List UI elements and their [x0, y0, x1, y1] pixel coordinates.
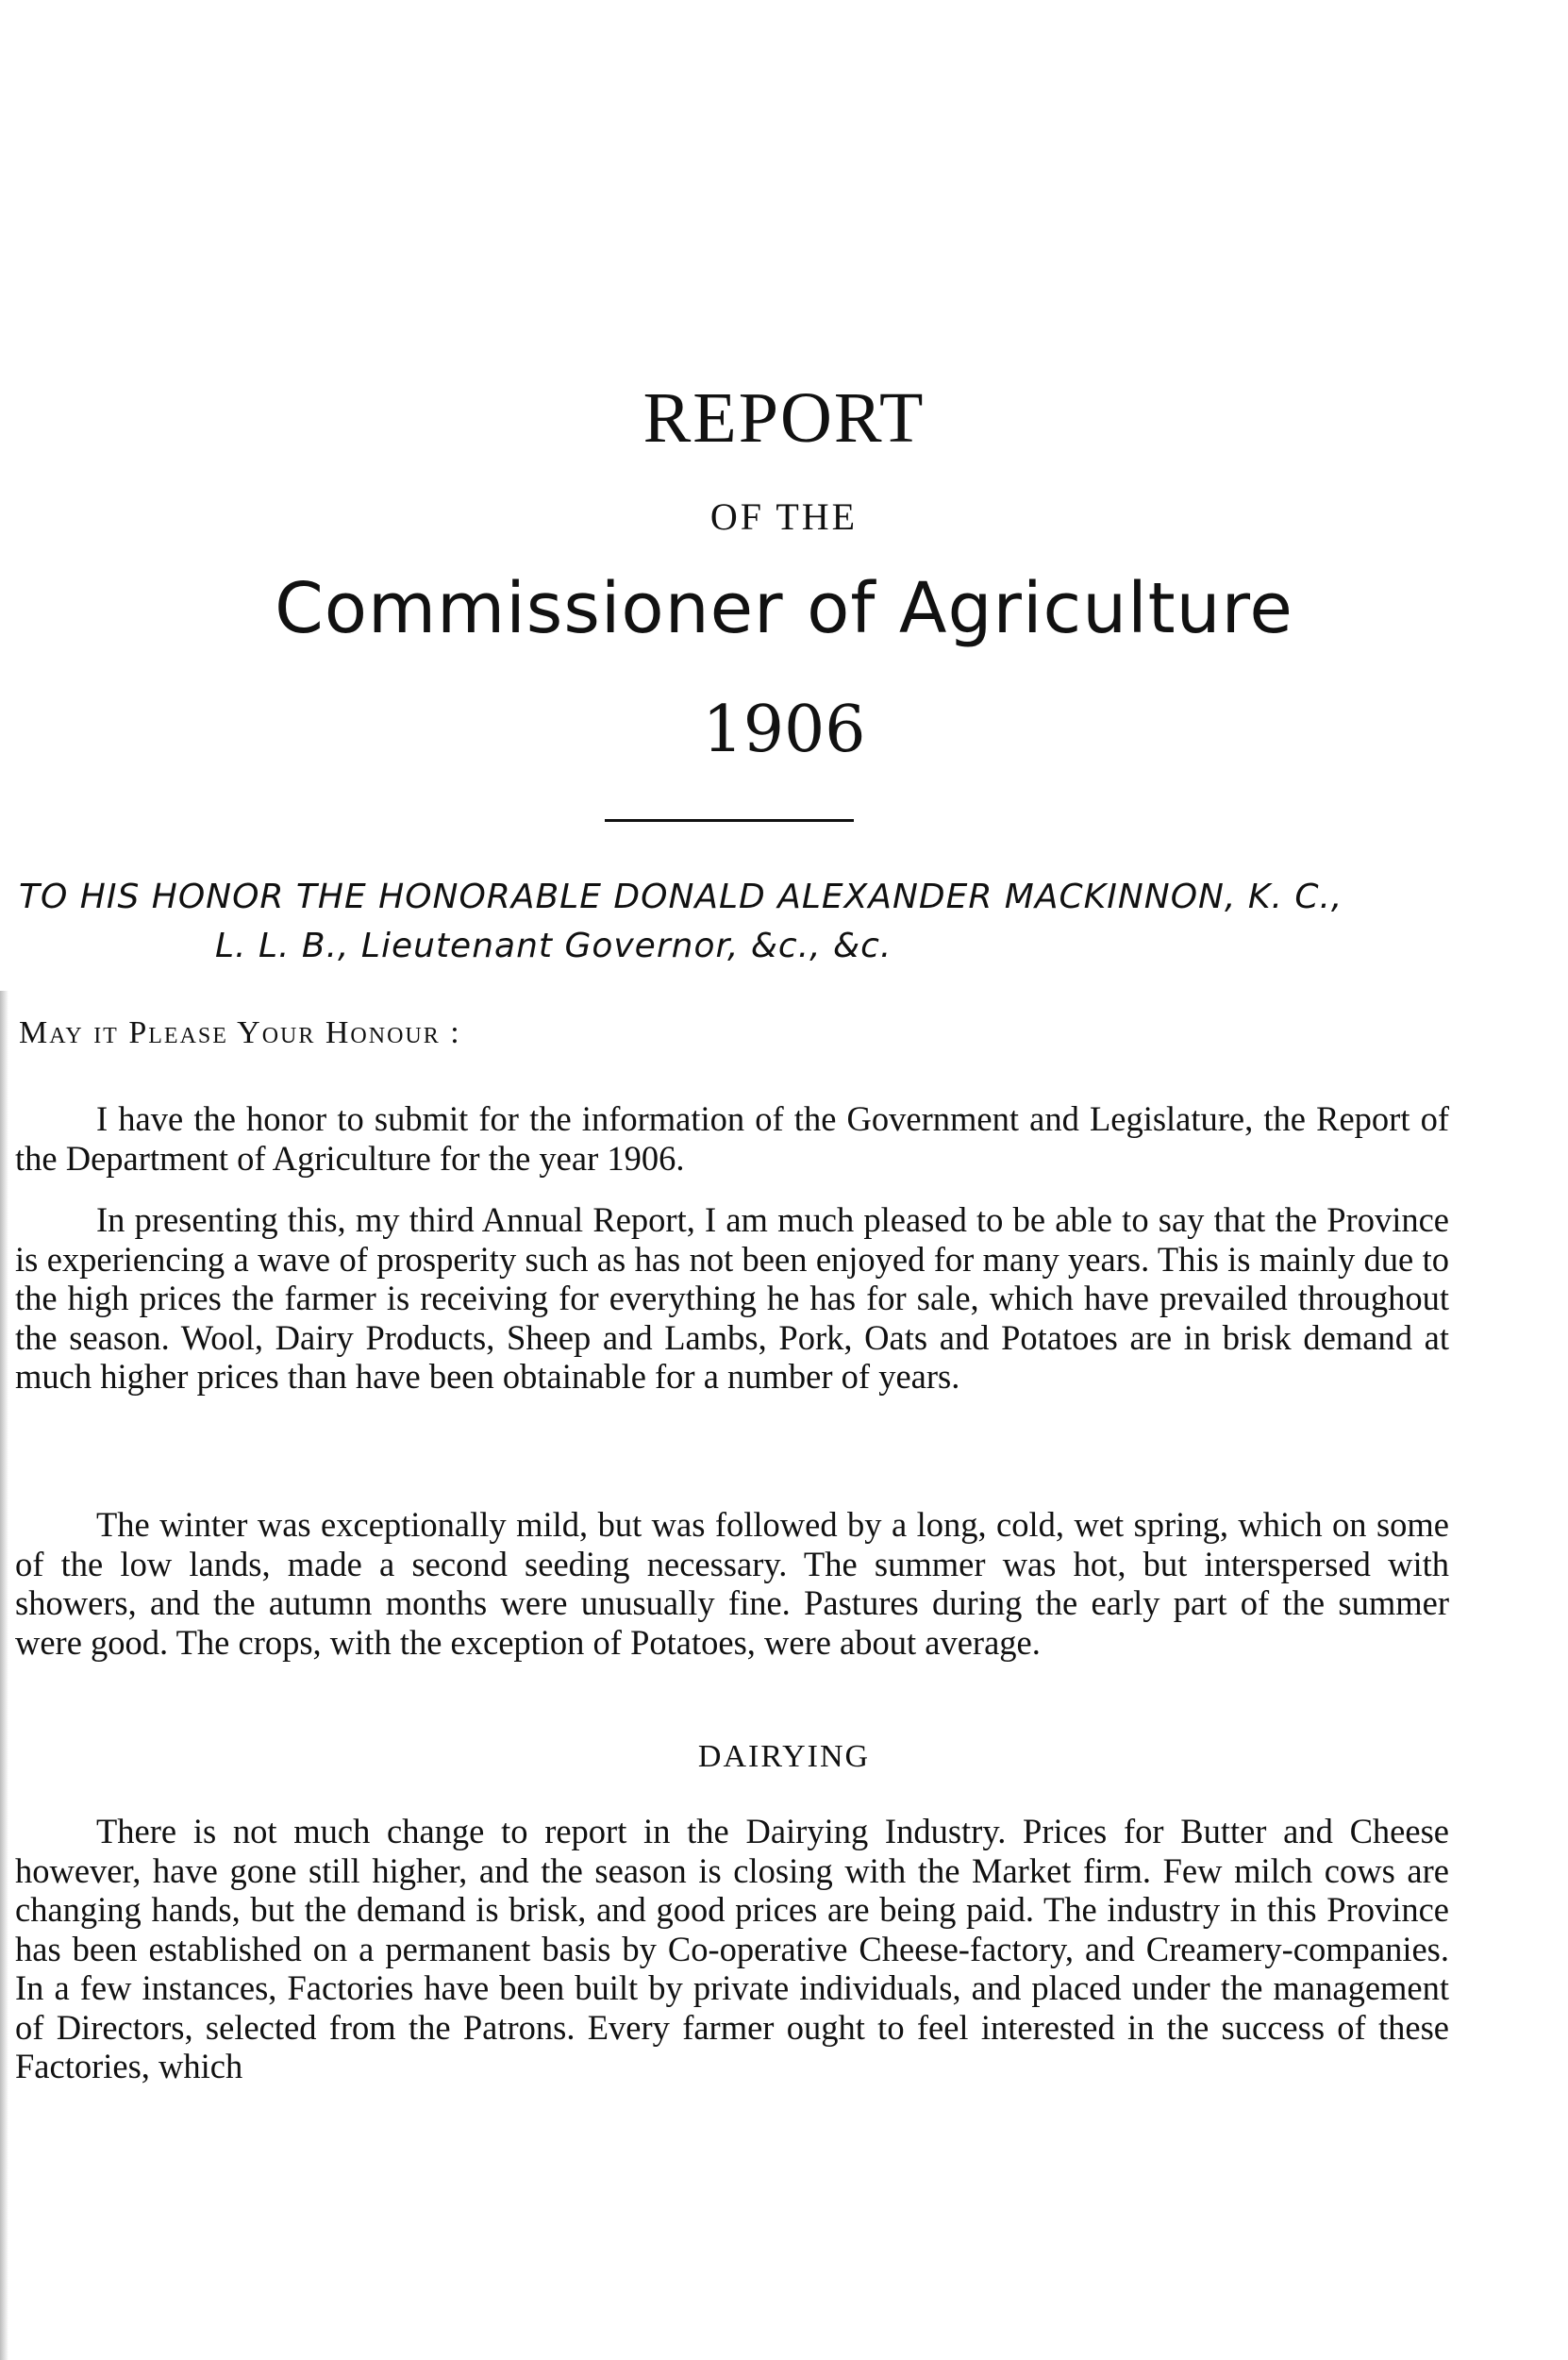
paragraph-2-text: In presenting this, my third Annual Report, I am much pleased to be able to say that the Province is experiencing a wave of prosperity such as has not been enjoyed for many years. This is mainly due to the high prices the farmer is receiving for everything he has for sale, which have prevailed throughout the season. Wool, Dairy Products, Sheep and Lambs, Pork, Oats and Potatoes are in brisk demand at much higher prices than have been obtainable for a number of years.: [15, 1200, 1449, 1396]
commissioner-title: Commissioner of Agriculture: [275, 568, 1293, 649]
title-of-the: OF THE: [709, 495, 859, 538]
dairying-paragraph-text: There is not much change to report in the Dairying Industry. Prices for Butter and Cheese however, have gone still higher, and the season is closing with the Market firm. Few milch cows are changing hands, but the demand is brisk, and good prices are being paid. The industry in this Province has been established on a permanent basis by Co-operative Cheese-factory, and Creamery-companies. In a few instances, Factories have been built by private individuals, and placed under the management of Directors, selected from the Patrons. Every farmer ought to feel interested in the success of these Factories, which: [15, 1812, 1449, 2085]
section-heading-dairying: DAIRYING: [697, 1739, 871, 1774]
paragraph-2: [15, 1200, 1449, 1397]
address-block: [19, 873, 1472, 971]
paragraph-1-text: I have the honor to submit for the information of the Government and Legislature, the Report of the Department of Agriculture for the year 1906.: [15, 1099, 1449, 1178]
address-line-2: L. L. B., Lieutenant Governor, &c., &c.: [215, 927, 892, 965]
title-divider: [605, 819, 854, 822]
address-line-1: TO HIS HONOR THE HONORABLE DONALD ALEXANDER MACKINNON, K. C.,: [19, 878, 1343, 916]
salutation: May it Please Your Honour :: [19, 1015, 461, 1050]
paragraph-3-text: The winter was exceptionally mild, but was followed by a long, cold, wet spring, which on some of the low lands, made a second seeding necessary. The summer was hot, but interspersed with showers, and the autumn months were unusually fine. Pastures during the early part of the summer were good. The crops, with the exception of Potatoes, were about average.: [15, 1505, 1449, 1662]
paragraph-1: [15, 1099, 1449, 1178]
paragraph-3: [15, 1505, 1449, 1662]
dairying-paragraph: [15, 1812, 1449, 2086]
report-year: 1906: [702, 693, 866, 767]
report-title: REPORT: [642, 378, 926, 458]
scan-edge-shadow: [0, 991, 8, 2360]
